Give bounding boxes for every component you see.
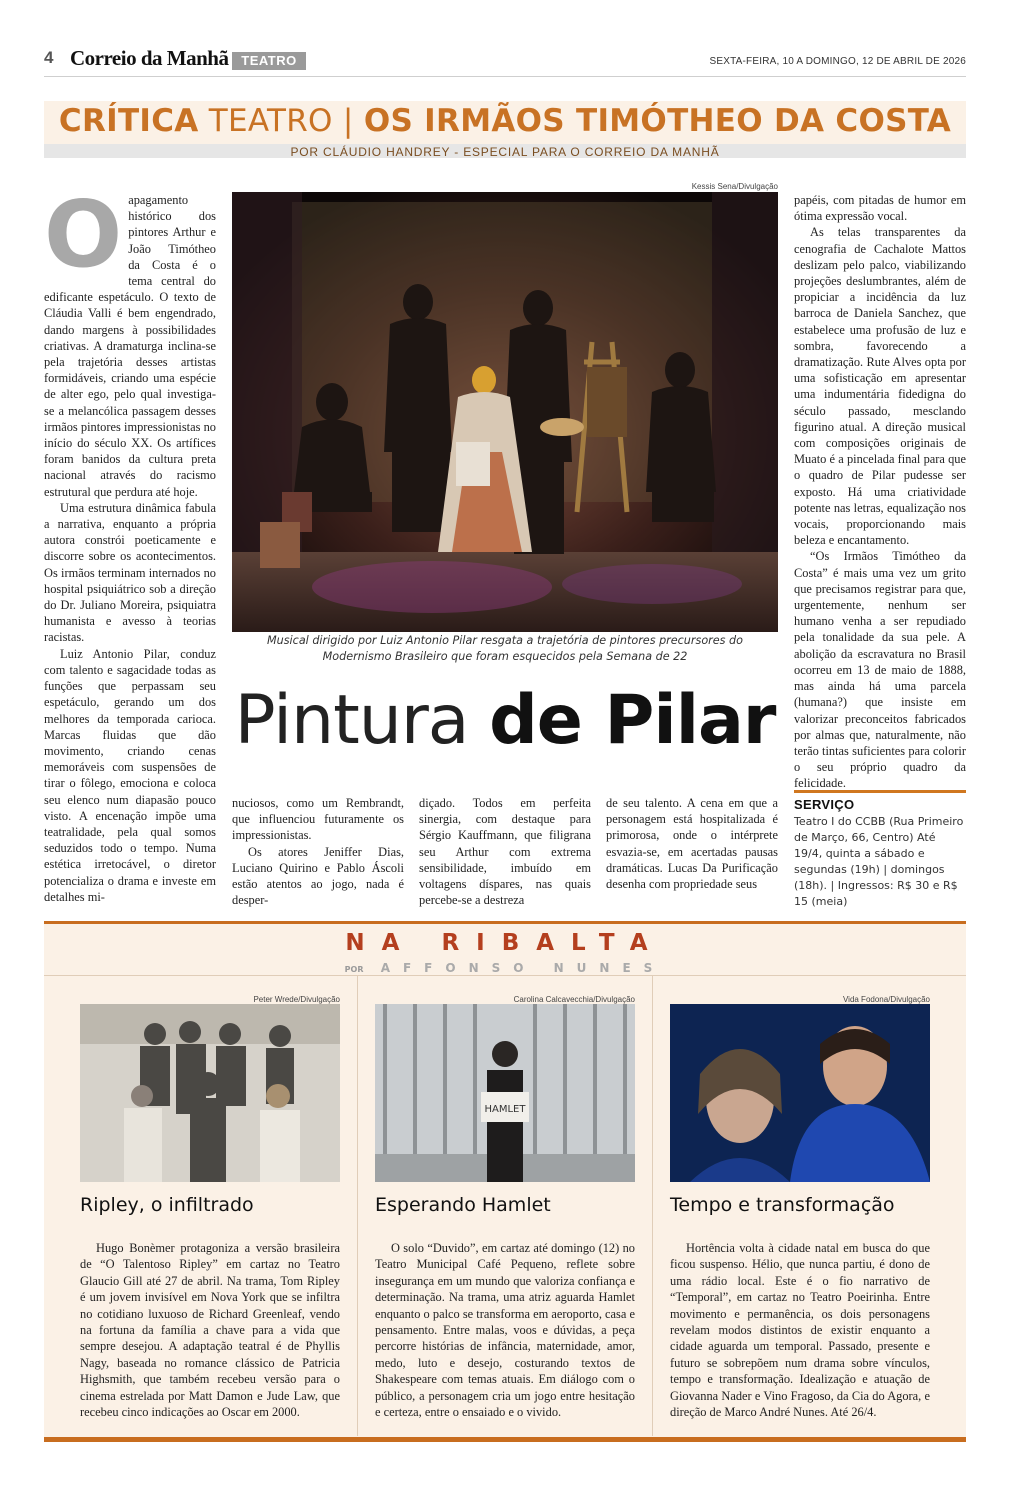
card-title: Esperando Hamlet xyxy=(375,1194,551,1216)
date-line: SEXTA-FEIRA, 10 A DOMINGO, 12 DE ABRIL DE 2026 xyxy=(709,56,966,67)
paragraph: Uma estrutura dinâmica fabula a narrativa, enquanto a própria autora constrói poeticamente e discorre sobre os acontecimentos. Os irmãos terminam internados no hospital psiquiátrico sob a direção do Dr. Juliano Moreira, psiquiatra humanista e avesso à teorias racistas. xyxy=(44,500,216,645)
paragraph: diçado. Todos em perfeita sinergia, com destaque para Sérgio Kauffmann, que filigrana seu Arthur com extrema sensibilidade, imbuído em voltagens díspares, nas quais percebe-se a destreza xyxy=(419,796,591,908)
page-number: 4 xyxy=(44,48,54,67)
servico-rule xyxy=(794,790,966,793)
card-photo-ripley xyxy=(80,1004,340,1182)
ripley-cast-illustration xyxy=(80,1004,340,1182)
paragraph: apagamento histórico dos pintores Arthur e João Timótheo da Costa é o tema central do edificante espetáculo. O texto de Cláudia Valli é bem engendrado, dando margens à possibilidades criativas. A dramaturga inclina-se pela trajetória desses artistas formidáveis, criando uma espécie de alter ego, pelo qual investiga-se a melancólica passagem desses irmãos pintores impressionistas no início do século XX. Os artífices foram banidos da cultura preta nacional através do racismo estrutural que perdura até hoje. xyxy=(44,193,216,499)
article-column-1 xyxy=(44,181,216,905)
byline: POR CLÁUDIO HANDREY - ESPECIAL PARA O CORREIO DA MANHÃ xyxy=(290,145,720,159)
kicker-bold: CRÍTICA xyxy=(58,103,199,139)
pull-title-light: Pintura xyxy=(234,681,469,760)
kicker-light: TEATRO | xyxy=(208,103,354,139)
pull-title xyxy=(232,676,778,766)
pull-title-bold: de Pilar xyxy=(489,681,776,760)
paragraph: Luiz Antonio Pilar, conduz com talento e sagacidade todas as funções que perpassam seu espetáculo, gerando um dos melhores da temporada carioca. Marcas fluidas que dão movimento, criando cenas memoráveis com suspensões de tirar o fôlego, emociona e coloca seu elenco num diapasão pouco visto. A encenação impõe uma teatralidade, pela qual somos seduzidos todo o tempo. Numa estética irretocável, o diretor potencializa o drama e investe em detalhes mi- xyxy=(44,646,216,904)
card-text: O solo “Duvido”, em cartaz até domingo (12) no Teatro Municipal Café Pequeno, reflete sobre insegurança em um mundo que valoriza confiança e determinação. Na trama, uma atriz aguarda Hamlet enquanto o palco se transforma em aeroporto, casa e pensamento. Entre malas, voos e dúvidas, a peça percorre histórias de infância, maternidade, amor, medo, luto e desejo, costurando textos de Shakespeare com temas atuais. Em diálogo com o público, a personagem cria um jogo entre hesitação e certeza, entre o ensaiado e o vivido. xyxy=(375,1241,635,1420)
ribalta-title: NA RIBALTA xyxy=(345,930,665,956)
section-tag: TEATRO xyxy=(232,52,306,70)
card-text: Hugo Bonèmer protagoniza a versão brasileira de “O Talentoso Ripley” em cartaz no Teatro Glaucio Gill até 27 de abril. Na trama, Tom Ripley é um jovem invisível em Nova York que se infiltra no cotidiano luxuoso de Richard Greenleaf, vendo na fortuna da família a chave para a vida que sempre desejou. A adaptação teatral é de Phyllis Nagy, baseada no romance clássico de Patricia Highsmith, que também recebeu versão para o cinema estrelada por Matt Damon e Jude Law, que recebeu cinco indicações ao Oscar em 2000. xyxy=(80,1241,340,1420)
article-column-3 xyxy=(419,795,591,908)
headline xyxy=(44,103,966,139)
hamlet-actress-illustration xyxy=(375,1004,635,1182)
header-rule xyxy=(44,76,966,77)
card-text: Hortência volta à cidade natal em busca do que ficou suspenso. Hélio, que nunca partiu, é dono de uma rádio local. Este é o fio narrativo de “Temporal”, em cartaz no Teatro Poeirinha. Entre movimento e permanência, os dois personagens revelam modos distintos de existir enquanto a cidade aguarda um temporal. Passado, presente e futuro se sobrepõem num drama sobre vínculos, tempo e transformação. Idealização e atuação de Giovanna Nader e Vino Fragoso, da Cia do Agora, e direção de Marco André Nunes. Até 26/4. xyxy=(670,1241,930,1420)
photo-caption: Musical dirigido por Luiz Antonio Pilar resgata a trajetória de pintores precursores do Modernismo Brasileiro que foram esquecidos pela Semana de 22 xyxy=(266,634,743,663)
stage-photo-illustration xyxy=(232,192,778,632)
stage-photo xyxy=(232,192,778,632)
drop-cap: O xyxy=(44,181,123,288)
masthead: Correio da Manhã xyxy=(70,46,229,70)
card-photo-credit: Peter Wrede/Divulgação xyxy=(253,995,340,1004)
card-photo-temporal xyxy=(670,1004,930,1182)
ribalta-byline xyxy=(44,961,966,975)
card-title: Ripley, o infiltrado xyxy=(80,1194,254,1216)
hamlet-sign-text: HAMLET xyxy=(484,1104,526,1115)
temporal-duo-illustration xyxy=(670,1004,930,1182)
article-column-5 xyxy=(794,192,966,792)
card-photo-hamlet xyxy=(375,1004,635,1182)
card-title: Tempo e transformação xyxy=(670,1194,895,1216)
column-divider xyxy=(652,976,653,1436)
article-column-4 xyxy=(606,795,778,892)
paragraph: nuciosos, como um Rembrandt, que influenciou futuramente os impressionistas. xyxy=(232,796,404,843)
ribalta-rule xyxy=(44,975,966,976)
card-photo-credit: Vida Fodona/Divulgação xyxy=(842,995,930,1004)
ribalta-by-name: AFFONSO NUNES xyxy=(380,961,666,975)
card-photo-credit: Carolina Calcavecchia/Divulgação xyxy=(513,995,635,1004)
ribalta-by-prefix: POR xyxy=(344,965,364,974)
column-divider xyxy=(357,976,358,1436)
ribalta-bottom-rule xyxy=(44,1437,966,1442)
headline-title: OS IRMÃOS TIMÓTHEO DA COSTA xyxy=(363,103,952,139)
servico-text: Teatro I do CCBB (Rua Primeiro de Março, 66, Centro) Até 19/4, quinta a sábado e segundas (19h) | domingos (18h). | Ingressos: R$ 30 e R$ 15 (meia) xyxy=(794,815,964,908)
photo-credit: Kessis Sena/Divulgação xyxy=(691,182,778,191)
paragraph: Os atores Jeniffer Dias, Luciano Quirino e Pablo Áscoli estão atentos ao jogo, nada é desper- xyxy=(232,844,404,908)
article-column-2 xyxy=(232,795,404,908)
paragraph: papéis, com pitadas de humor em ótima expressão vocal. xyxy=(794,193,966,224)
servico-title: SERVIÇO xyxy=(794,797,855,812)
paragraph: As telas transparentes da cenografia de Cachalote Mattos deslizam pelo palco, viabilizando projeções deslumbrantes, além de propiciar a incidência da luz barroca de Daniela Sanchez, que estabelece uma profusão de luz e sombra, favorecendo a dramatização. Rute Alves opta por uma sofisticação em apresentar uma indumentária fidedigna do século passado, mesclando figurino atual. A direção musical com composições originais de Muato é a pincelada final para que o quadro de Pilar pudesse ser exposto. Há uma criatividade potente nas letras, equalização nos vocais, proporcionando mais beleza e encantamento. xyxy=(794,225,966,548)
paragraph: de seu talento. A cena em que a personagem está hospitalizada é primorosa, onde o intérprete esvazia-se, em acertadas pausas dramáticas. Lucas Da Purificação desenha com propriedade seus xyxy=(606,796,778,892)
paragraph: “Os Irmãos Timótheo da Costa” é mais uma vez um grito que precisamos registrar para que, urgentemente, nenhum ser humano venha a ser repudiado pela tonalidade da sua pele. A abolição da escravatura no Brasil ocorreu em 13 de maio de 1888, mas ainda há uma parcela (humana?) que insiste em valorizar preconceitos fabricados por almas que, naturalmente, não terão tintas suficientes para colorir o seu próprio quadro da felicidade. xyxy=(794,549,966,791)
